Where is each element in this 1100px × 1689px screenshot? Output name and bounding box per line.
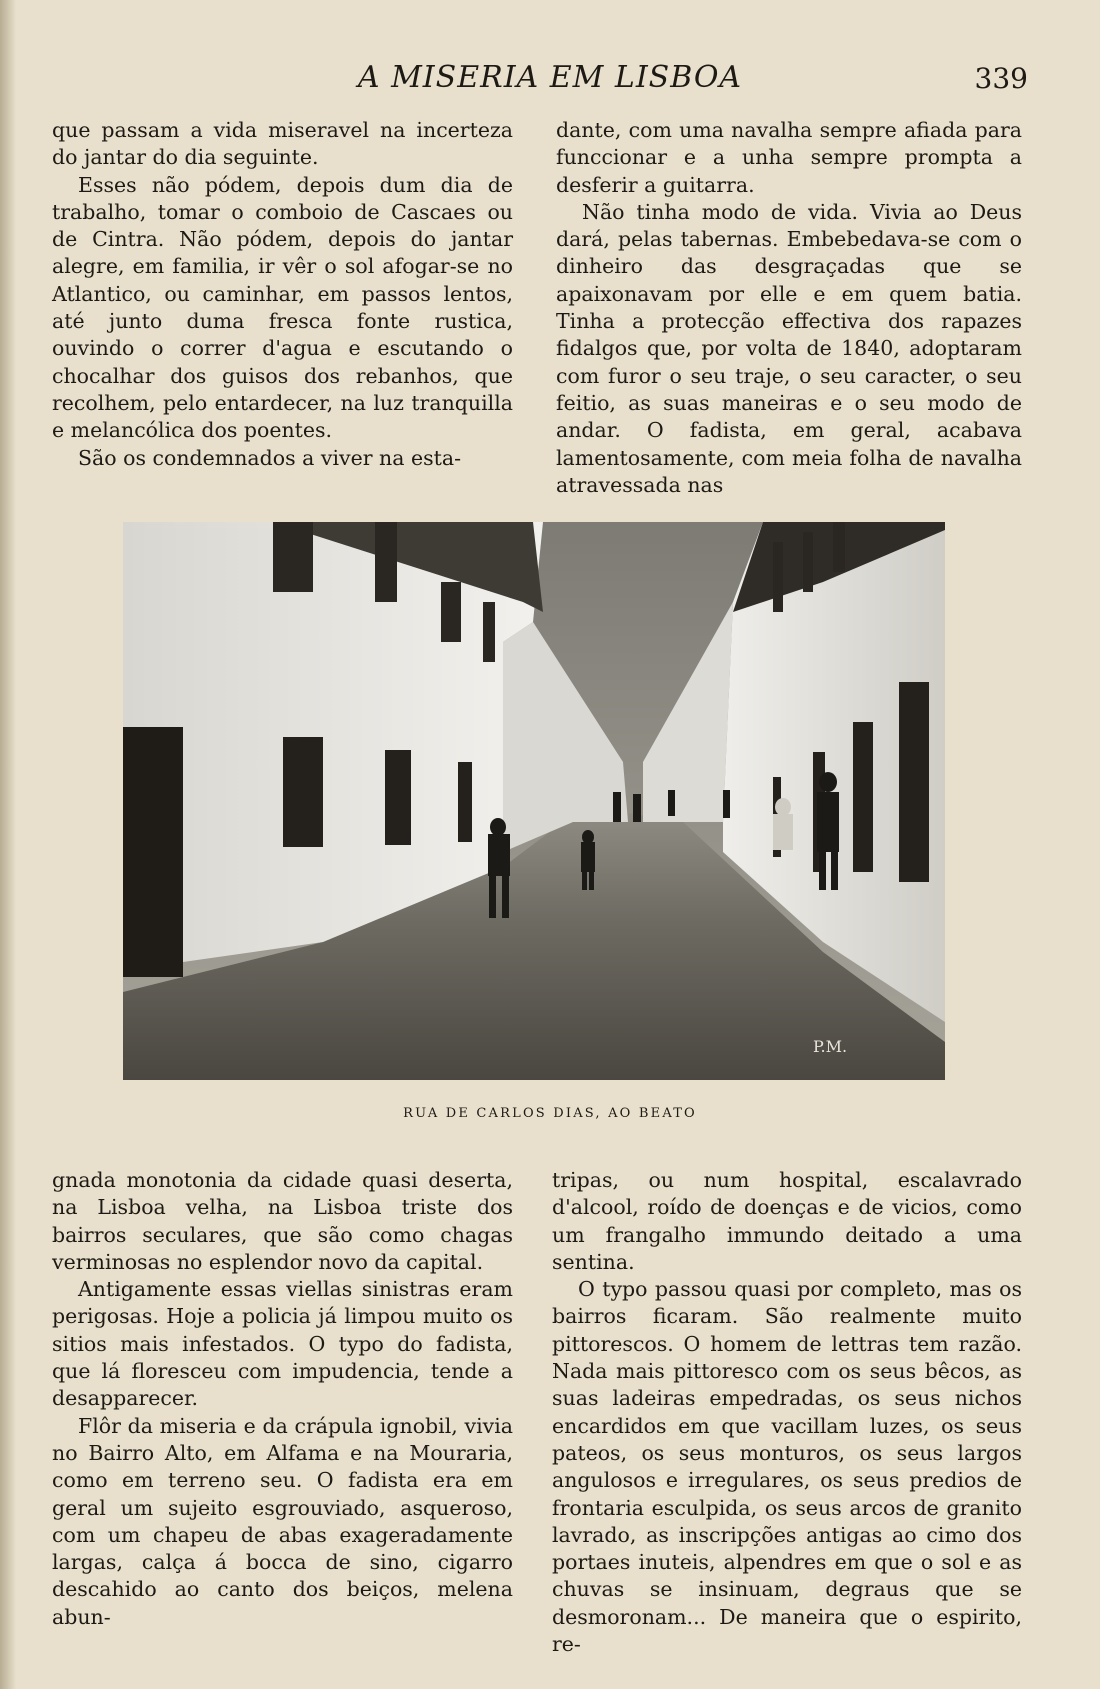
paragraph: Não tinha modo de vida. Vivia ao Deus dará, pelas tabernas. Embebedava-se com o dinheiro das desgraçadas que se apaixonavam por elle e em quem batia. Tinha a protecção effectiva dos rapazes fidalgos que, por volta de 1840, adoptaram com furor o seu traje, o seu caracter, o seu feitio, as suas maneiras e o seu modo de andar. O fadista, em geral, acabava lamentosamente, com meia folha de navalha atravessada nas [556, 199, 1022, 497]
running-title: A MISERIA EM LISBOA [357, 60, 743, 95]
column-top-left [52, 117, 513, 472]
column-top-right [556, 117, 1022, 499]
column-bottom-right [552, 1167, 1022, 1658]
paragraph: tripas, ou num hospital, escalavrado d'alcool, roído de doenças e de vicios, como um frangalho immundo deitado a uma sentina. [552, 1168, 1022, 1274]
street-photograph [123, 522, 945, 1080]
figure-caption: RUA DE CARLOS DIAS, AO BEATO [403, 1106, 697, 1121]
paragraph: Flôr da miseria e da crápula ignobil, vivia no Bairro Alto, em Alfama e na Mouraria, como em terreno seu. O fadista era em geral um sujeito esgrouviado, asqueroso, com um chapeu de abas exageradamente largas, calça á bocca de sino, cigarro descahido ao canto dos beiços, melena abun- [52, 1413, 513, 1629]
page-spine-shadow [0, 0, 16, 1689]
paragraph: dante, com uma navalha sempre afiada para funccionar e a unha sempre prompta a desferir a guitarra. [556, 118, 1022, 197]
page-header [0, 60, 1100, 100]
paragraph: Esses não pódem, depois dum dia de trabalho, tomar o comboio de Cascaes ou de Cintra. Não pódem, depois do jantar alegre, em familia, ir vêr o sol afogar-se no Atlantico, ou caminhar, em passos lentos, até junto duma fresca fonte rustica, ouvindo o correr d'agua e escutando o chocalhar dos guisos dos rebanhos, que recolhem, pelo entardecer, na luz tranquilla e melancólica dos poentes. [52, 172, 513, 443]
column-bottom-left [52, 1167, 513, 1631]
page-number: 339 [974, 62, 1028, 95]
paragraph: Antigamente essas viellas sinistras eram perigosas. Hoje a policia já limpou muito os sitios mais infestados. O typo do fadista, que lá floresceu com impudencia, tende a desapparecer. [52, 1277, 513, 1411]
paragraph: O typo passou quasi por completo, mas os bairros ficaram. São realmente muito pittorescos. O homem de lettras tem razão. Nada mais pittoresco com os seus bêcos, as suas ladeiras empedradas, os seus nichos encardidos em que vacillam luzes, os seus pateos, os seus monturos, os seus largos angulosos e irregulares, os seus predios de frontaria esculpida, os seus arcos de granito lavrado, as inscripções antigas ao cimo dos portaes inuteis, alpendres em que o sol e as chuvas se insinuam, degraus que se desmoronam... De maneira que o espirito, re- [552, 1277, 1022, 1657]
paragraph: gnada monotonia da cidade quasi deserta, na Lisboa velha, na Lisboa triste dos bairros seculares, que são como chagas verminosas no esplendor novo da capital. [52, 1168, 513, 1274]
paragraph: São os condemnados a viver na esta- [78, 445, 462, 470]
photo-signature: P.M. [813, 1037, 848, 1056]
paragraph: que passam a vida miseravel na incerteza do jantar do dia seguinte. [52, 118, 513, 170]
